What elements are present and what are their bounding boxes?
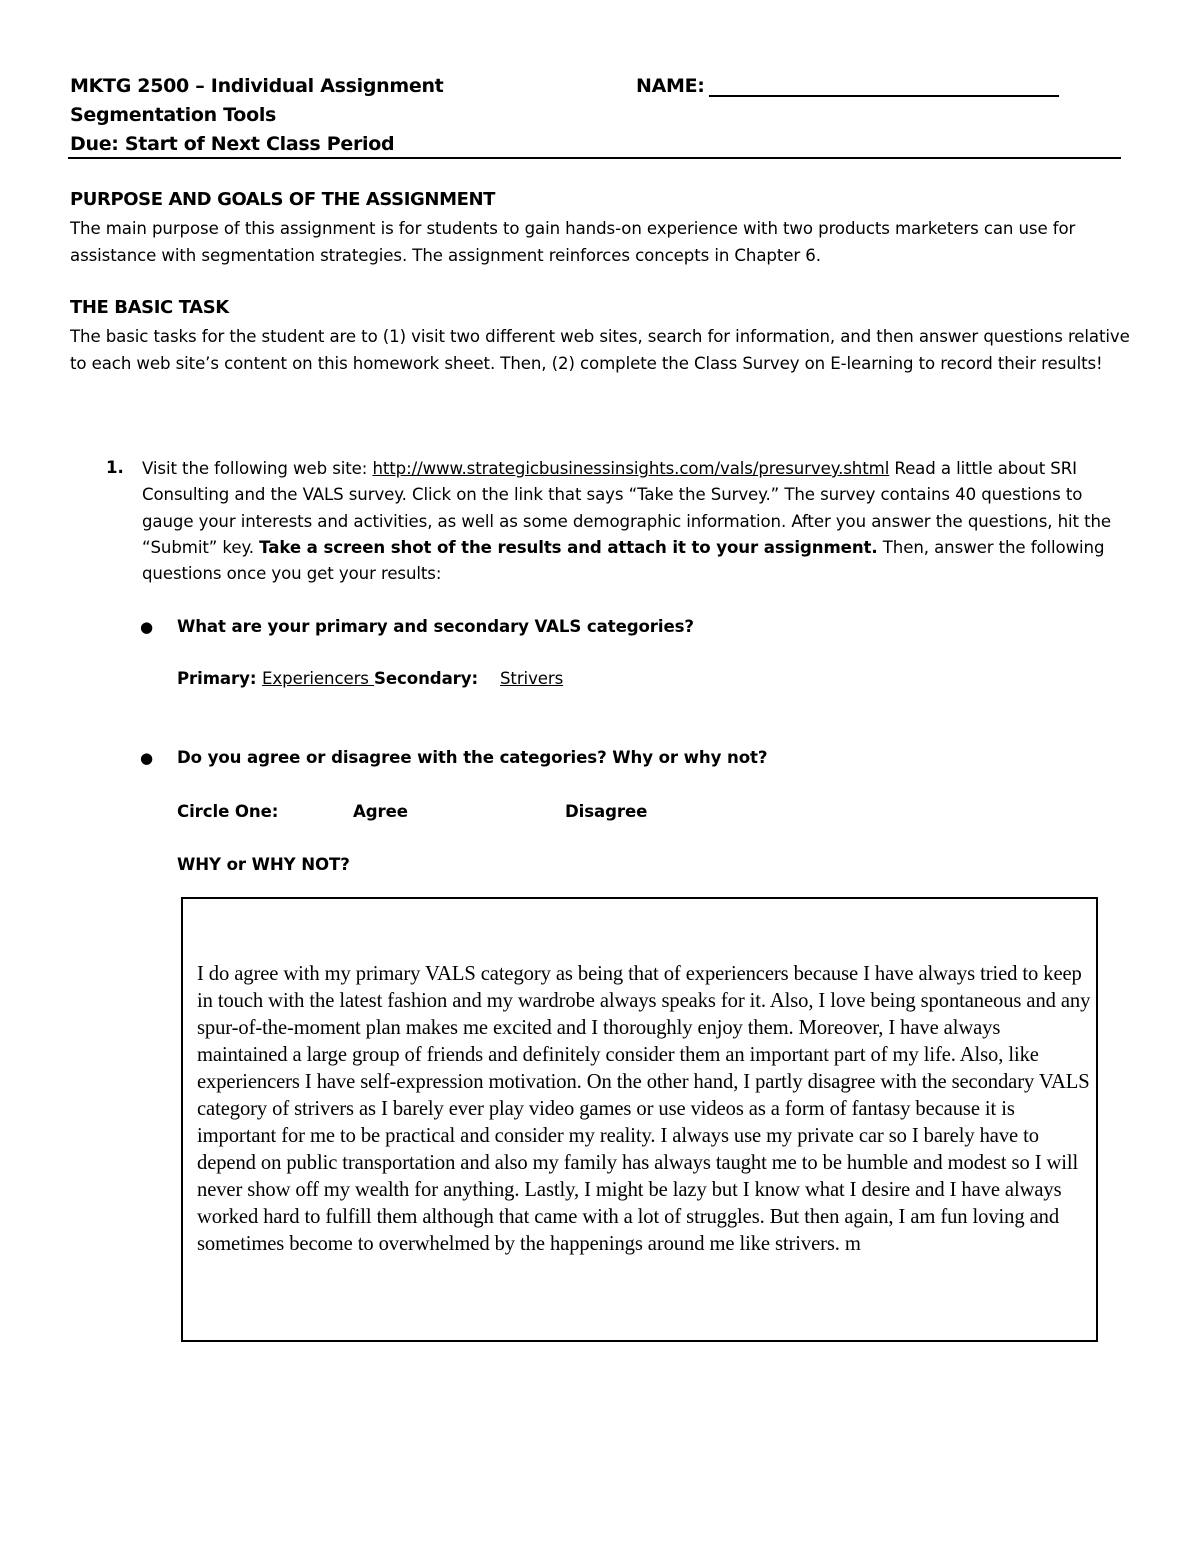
- primary-value: Experiencers: [262, 669, 375, 688]
- purpose-text: The main purpose of this assignment is for students to gain hands-on experience with two products marketers can use for assistance with segmentation strategies. The assignment reinforces concepts in Chapter 6.: [70, 219, 1076, 265]
- agree-option[interactable]: Agree: [353, 802, 408, 821]
- item1-instructions: [142, 456, 1132, 587]
- disagree-option[interactable]: Disagree: [565, 802, 648, 821]
- bullet-icon: ●: [140, 618, 154, 636]
- why-label: WHY or WHY NOT?: [177, 855, 350, 874]
- item1-text-a: Read a little about SRI Consulting and the VALS survey. Click on the link that says “Take the Survey.” The survey contains 40 questions to gauge your interests and activities, as well as some demographic information. After you answer the questions, hit the “Submit” key.: [142, 459, 1112, 557]
- name-blank-line[interactable]: [709, 95, 1059, 97]
- vals-survey-link[interactable]: http://www.strategicbusinessinsights.com/vals/presurvey.shtml: [372, 459, 890, 478]
- answer-box[interactable]: [181, 897, 1098, 1342]
- vals-results-row: [177, 669, 563, 688]
- basic-task-text: The basic tasks for the student are to (1) visit two different web sites, search for information, and then answer questions relative to each web site’s content on this homework sheet. Then, (2) complete the Class Survey on E-learning to record their results!: [70, 327, 1130, 373]
- question-agree-disagree: Do you agree or disagree with the categories? Why or why not?: [177, 748, 768, 767]
- item1-text-b: Then, answer the following questions once you get your results:: [142, 537, 1105, 584]
- question-vals-categories: What are your primary and secondary VALS categories?: [177, 617, 694, 636]
- bullet-icon: ●: [140, 749, 154, 767]
- header-divider: [68, 157, 1121, 159]
- item1-bold-instruction: Take a screen shot of the results and attach it to your assignment.: [259, 537, 878, 557]
- purpose-heading: PURPOSE AND GOALS OF THE ASSIGNMENT: [70, 189, 496, 210]
- secondary-label: Secondary:: [374, 669, 478, 688]
- secondary-value: Strivers: [500, 669, 564, 688]
- primary-label: Primary:: [177, 669, 257, 688]
- item1-intro: Visit the following web site:: [142, 459, 373, 478]
- due-date: Due: Start of Next Class Period: [70, 133, 395, 155]
- assignment-topic: Segmentation Tools: [70, 104, 277, 126]
- course-title: MKTG 2500 – Individual Assignment: [70, 75, 444, 97]
- answer-text: I do agree with my primary VALS category as being that of experiencers because I have always tried to keep in touch with the latest fashion and my wardrobe always speaks for it. Also, I love being spontaneous and any spur-of-the-moment plan makes me excited and I thoroughly enjoy them. Moreover, I have always maintained a large group of friends and definitely consider them an important part of my life. Also, like experiencers I have self-expression motivation. On the other hand, I partly disagree with the secondary VALS category of strivers as I barely ever play video games or use videos as a form of fantasy because it is important for me to be practical and consider my reality. I always use my private car so I barely have to depend on public transportation and also my family has always taught me to be humble and modest so I will never show off my wealth for anything. Lastly, I might be lazy but I know what I desire and I have always worked hard to fulfill them although that came with a lot of struggles. But then again, I am fun loving and sometimes become to overwhelmed by the happenings around me like strivers. m: [197, 963, 1091, 1255]
- list-number-1: 1.: [106, 458, 124, 477]
- circle-one-label: Circle One:: [177, 802, 279, 821]
- basic-task-heading: THE BASIC TASK: [70, 297, 229, 318]
- name-label: NAME:: [636, 75, 705, 97]
